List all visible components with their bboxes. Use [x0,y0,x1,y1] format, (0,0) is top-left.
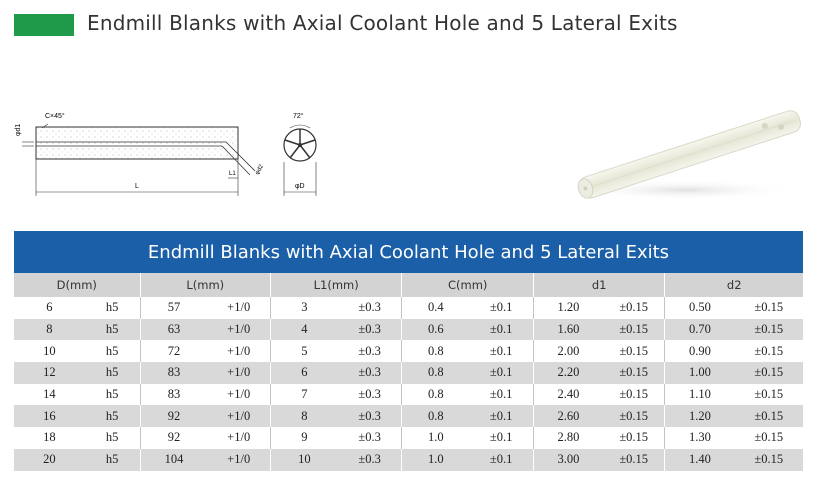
table-cell: 57 [140,297,207,319]
table-cell: +1/0 [207,384,270,406]
table-cell: ±0.1 [469,384,533,406]
spec-table [14,231,803,471]
table-cell: 0.8 [402,384,469,406]
table-cell: 14 [14,384,85,406]
header-C: C(mm) [402,273,533,297]
table-row [14,449,803,471]
header-d2: d2 [665,273,803,297]
table-cell: ±0.15 [603,405,665,427]
technical-drawing [10,100,350,200]
table-cell: 1.00 [665,362,735,384]
table-cell: 1.0 [402,449,469,471]
table-cell: ±0.3 [338,449,402,471]
table-cell: ±0.3 [338,427,402,449]
title-accent-bar [14,14,74,36]
table-cell: ±0.15 [603,427,665,449]
table-row [14,427,803,449]
table-cell: ±0.3 [338,362,402,384]
table-cell: 1.20 [533,297,603,319]
table-cell: ±0.15 [734,449,803,471]
L1-label: L1 [229,171,236,177]
table-cell: 2.40 [533,384,603,406]
d1-label: φd1 [15,123,22,136]
table-cell: +1/0 [207,319,270,341]
table-cell: 2.00 [533,340,603,362]
table-row [14,297,803,319]
table-cell: 16 [14,405,85,427]
table-row [14,319,803,341]
table-cell: 104 [140,449,207,471]
table-header-row [14,273,803,297]
table-cell: +1/0 [207,340,270,362]
table-cell: +1/0 [207,405,270,427]
header-L: L(mm) [140,273,270,297]
table-cell: h5 [85,319,140,341]
table-cell: ±0.15 [603,340,665,362]
table-cell: ±0.3 [338,384,402,406]
table-cell: 83 [140,384,207,406]
table-cell: 0.8 [402,340,469,362]
table-cell: 1.0 [402,427,469,449]
table-cell: 8 [270,405,337,427]
table-cell: ±0.1 [469,427,533,449]
table-cell: ±0.15 [603,297,665,319]
table-cell: ±0.15 [734,340,803,362]
table-cell: 1.10 [665,384,735,406]
table-cell: +1/0 [207,297,270,319]
table-cell: 4 [270,319,337,341]
table-cell: ±0.3 [338,319,402,341]
table-cell: 5 [270,340,337,362]
d2-label: φd2 [254,163,266,176]
table-caption: Endmill Blanks with Axial Coolant Hole and 5 Lateral Exits [14,231,803,273]
table-cell: 3.00 [533,449,603,471]
table-cell: +1/0 [207,362,270,384]
table-cell: h5 [85,449,140,471]
table-cell: ±0.15 [734,362,803,384]
table-cell: ±0.15 [734,319,803,341]
table-cell: 1.20 [665,405,735,427]
table-cell: 2.80 [533,427,603,449]
header-D: D(mm) [14,273,140,297]
chamfer-label: C×45° [45,113,65,120]
table-row [14,405,803,427]
page-title: Endmill Blanks with Axial Coolant Hole and 5 Lateral Exits [87,11,678,35]
table-cell: 7 [270,384,337,406]
table-cell: 6 [14,297,85,319]
table-row [14,340,803,362]
table-cell: 0.50 [665,297,735,319]
header-L1: L1(mm) [270,273,401,297]
table-cell: 12 [14,362,85,384]
table-cell: 0.6 [402,319,469,341]
table-cell: h5 [85,340,140,362]
table-cell: h5 [85,297,140,319]
table-cell: ±0.1 [469,362,533,384]
table-cell: 92 [140,405,207,427]
table-cell: ±0.15 [603,362,665,384]
table-cell: h5 [85,405,140,427]
L-label: L [135,183,139,190]
table-cell: 72 [140,340,207,362]
table-cell: 0.8 [402,362,469,384]
table-cell: +1/0 [207,449,270,471]
table-cell: 92 [140,427,207,449]
table-cell: ±0.15 [603,449,665,471]
table-cell: 18 [14,427,85,449]
table-cell: 2.20 [533,362,603,384]
table-cell: ±0.1 [469,319,533,341]
table-row [14,362,803,384]
table-cell: ±0.15 [734,384,803,406]
table-cell: ±0.1 [469,340,533,362]
table-cell: ±0.1 [469,297,533,319]
table-cell: ±0.1 [469,405,533,427]
table-cell: +1/0 [207,427,270,449]
table-cell: ±0.15 [603,319,665,341]
table-cell: 3 [270,297,337,319]
table-cell: 1.40 [665,449,735,471]
table-cell: h5 [85,384,140,406]
angle-label: 72° [293,113,304,120]
table-cell: 10 [270,449,337,471]
table-cell: ±0.15 [734,297,803,319]
table-cell: ±0.3 [338,340,402,362]
table-cell: ±0.15 [603,384,665,406]
table-cell: ±0.15 [734,405,803,427]
table-cell: 0.90 [665,340,735,362]
table-cell: 8 [14,319,85,341]
table-cell: ±0.15 [734,427,803,449]
header-d1: d1 [533,273,664,297]
table-cell: 0.4 [402,297,469,319]
D-label: φD [295,183,305,190]
table-cell: 10 [14,340,85,362]
table-cell: ±0.1 [469,449,533,471]
table-cell: 0.8 [402,405,469,427]
table-row [14,384,803,406]
table-cell: 6 [270,362,337,384]
table-cell: 63 [140,319,207,341]
table-cell: 2.60 [533,405,603,427]
table-cell: 20 [14,449,85,471]
table-cell: h5 [85,427,140,449]
table-cell: 83 [140,362,207,384]
table-cell: 1.60 [533,319,603,341]
table-cell: h5 [85,362,140,384]
table-cell: ±0.3 [338,297,402,319]
table-cell: 9 [270,427,337,449]
table-cell: ±0.3 [338,405,402,427]
table-cell: 0.70 [665,319,735,341]
glass-rod-icon [560,100,810,210]
table-cell: 1.30 [665,427,735,449]
